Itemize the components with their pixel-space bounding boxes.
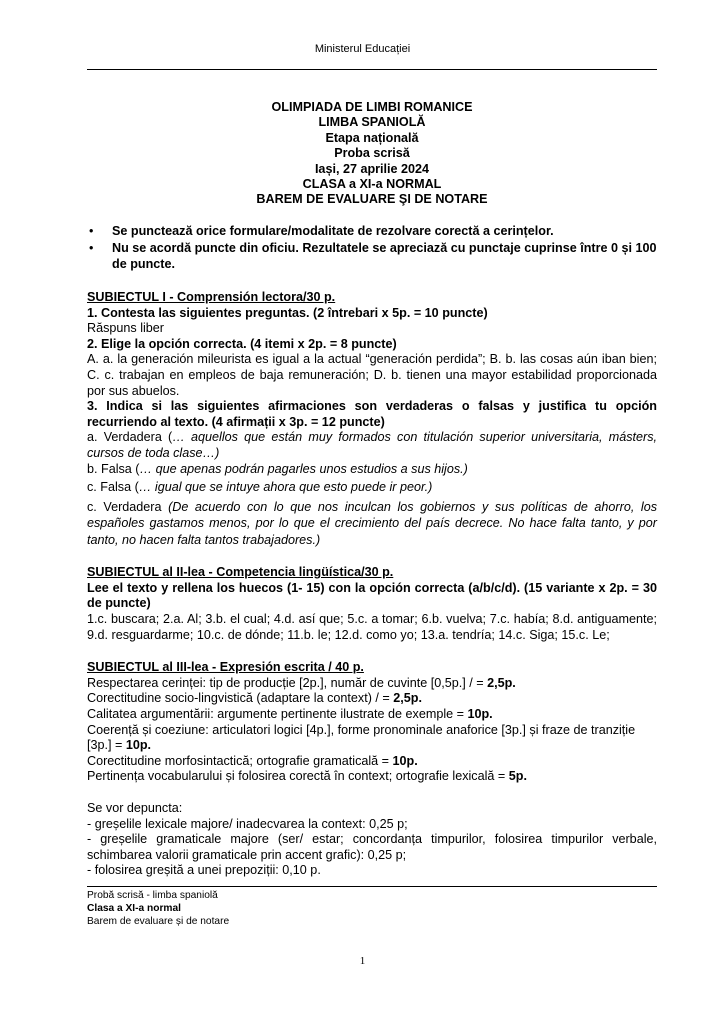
deduction-item: - greșelile gramaticale majore (ser/ estar; concordanța timpurilor, folosirea timpurilor verbale, schimbarea valorii gramaticale prin accent grafic): 0,25 p; [87,832,657,862]
answer-label: a. Verdadera ( [87,430,173,445]
subject1-q3-text: . Indica si las siguientes afirmaciones son verdaderas o falsas y justifica tu opción recurriendo al texto. (4 afirmații x 3p. = 12 puncte) [87,399,657,429]
subject1-q3-answer [87,462,657,478]
deduction-item: - folosirea greșită a unei prepoziții: 0,10 p. [87,863,321,878]
criterion-text: Calitatea argumentării: argumente pertinente ilustrate de exemple = [87,706,468,721]
title-line: BAREM DE EVALUARE ŞI DE NOTARE [256,192,488,207]
general-notes [87,223,662,273]
subject3-criterion [87,754,657,770]
deduction-item: - greșelile lexicale majore/ inadecvarea la context: 0,25 p; [87,816,408,831]
subject1-q3-answer [87,480,657,496]
subject1-q1-answer: Răspuns liber [87,321,165,336]
subject3-criterion [87,691,657,707]
subject2-task: Lee el texto y rellena los huecos (1- 15) con la opción correcta (a/b/c/d). (15 variante x 2p. = 30 de puncte) [87,580,657,611]
subject1-q3-title [87,399,657,430]
criterion-points: 2,5p. [487,675,516,690]
subject1-q2-answer: A. a. la generación mileurista es igual a la actual “generación perdida”; B. b. las cosas aún iban bien; C. c. trabajan en empleos de baja remuneración; D. b. tienen una mayor estabilidad proporcionada por sus abuelos. [87,352,657,398]
subject1-q3-number: 3 [87,399,95,414]
subject1-q3-answer [87,430,657,461]
criterion-text: Corectitudine socio-lingvistică (adaptare la context) / = [87,691,394,706]
answer-justification: (De acuerdo con lo que nos inculcan los gobiernos y sus políticas de ahorro, los españoles gastamos menos, por lo que el crecimiento del país decrece. No hace falta tanto, y por tanto, no hacen falta tantos trabajadores.) [87,499,657,547]
title-line: Iași, 27 aprilie 2024 [314,161,430,176]
footer-line: Barem de evaluare și de notare [87,916,230,927]
answer-label: b. Falsa ( [87,461,140,476]
criterion-points: 5p. [508,769,527,784]
criterion-points: 2,5p. [393,691,422,706]
title-line: Proba scrisă [334,146,410,161]
answer-label: c. Verdadera [87,499,169,514]
subject2-heading: SUBIECTUL al II-lea - Competencia lingüística/30 p. [87,565,394,580]
criterion-text: Pertinența vocabularului și folosirea corectă în context; ortografie lexicală = [87,769,509,784]
footer-line: Clasa a XI-a normal [87,903,181,914]
header-divider [87,69,657,70]
header-organization: Ministerul Educației [314,43,411,55]
footer [87,889,229,928]
answer-justification: … aquellos que están muy formados con titulación superior universitaria, másters, cursos de toda clase…) [87,430,658,460]
answer-justification: … que apenas podrán pagarles unos estudios a sus hijos.) [139,461,468,476]
criterion-text: Coerență și coeziune: articulatori logici [4p.], forme pronominale anaforice [3p.] și fraze de tranziție [3p.] = [87,722,636,753]
answer-key-content [87,290,657,879]
subject3-criterion [87,707,657,723]
criterion-text: Corectitudine morfosintactică; ortografie gramaticală = [87,753,393,768]
subject1-q2-title: 2. Elige la opción correcta. (4 itemi x 2p. = 8 puncte) [87,336,397,351]
title-block [87,100,657,208]
footer-line: Probă scrisă - limba spaniolă [87,890,218,901]
page-number: 1 [359,955,366,967]
criterion-points: 10p. [125,738,152,753]
title-line: CLASA a XI-a NORMAL [302,177,442,192]
subject2-answers: 1.c. buscara; 2.a. Al; 3.b. el cual; 4.d. así que; 5.c. a tomar; 6.b. vuelva; 7.c. había; 8.d. antiguamente; 9.d. resguardarme; 10.c. de dónde; 11.b. le; 12.d. como yo; 13.a. tendría; 14.c. Siga; 15.c. Le; [87,612,657,642]
subject1-q3-answer [87,499,657,549]
criterion-text: Respectarea cerinței: tip de producție [2p.], număr de cuvinte [0,5p.] / = [87,675,488,690]
subject3-criterion [87,723,657,754]
title-line: LIMBA SPANIOLĂ [318,115,426,130]
footer-divider [87,886,657,887]
title-line: OLIMPIADA DE LIMBI ROMANICE [271,100,473,114]
general-note: • Se punctează orice formulare/modalitate de rezolvare corectă a cerințelor. [87,223,662,240]
subject3-criterion [87,676,657,692]
general-note: • Nu se acordă puncte din oficiu. Rezultatele se apreciază cu punctaje cuprinse între 0 și 100 de puncte. [87,240,662,273]
criterion-points: 10p. [392,753,418,768]
title-line: Etapa națională [325,130,419,145]
criterion-points: 10p. [467,706,493,721]
answer-label: c. Falsa ( [87,480,139,495]
subject3-criterion [87,769,657,785]
subject1-q1-title: 1. Contesta las siguientes preguntas. (2 întrebari x 5p. = 10 puncte) [87,305,488,320]
subject1-heading: SUBIECTUL I - Comprensión lectora/30 p. [87,290,336,304]
answer-justification: … igual que se intuye ahora que esto puede ir peor.) [138,480,433,495]
deductions-intro: Se vor depuncta: [87,800,183,815]
subject3-heading: SUBIECTUL al III-lea - Expresión escrita / 40 p. [87,660,364,675]
